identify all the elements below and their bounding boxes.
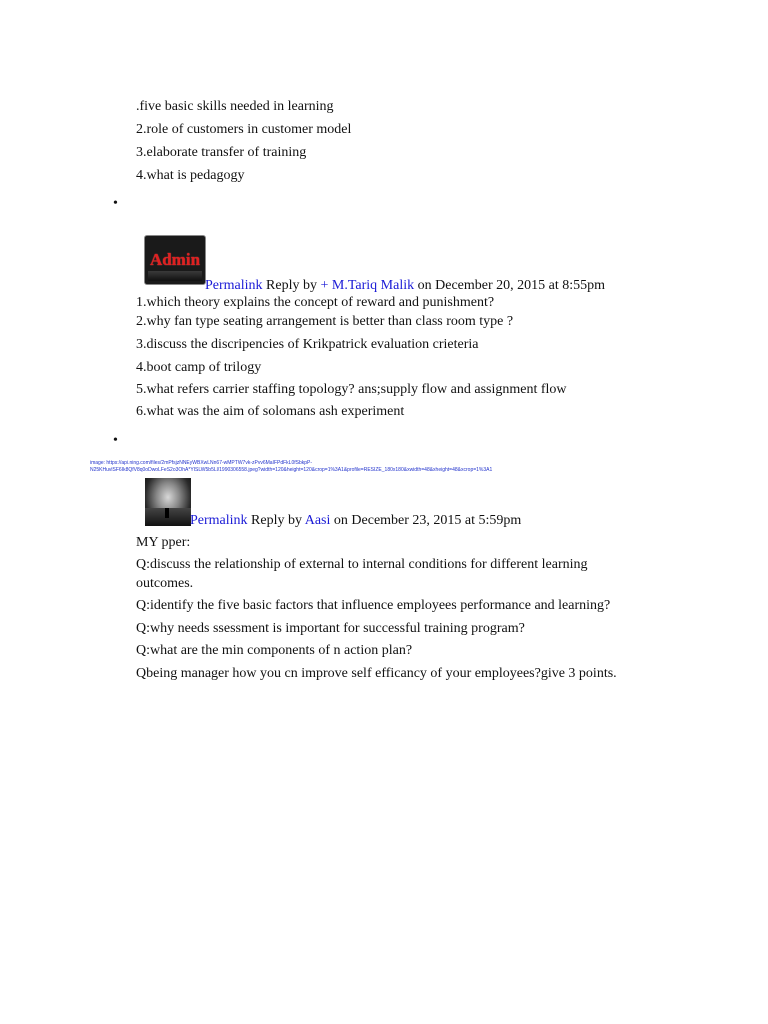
reply-by-label: Reply by bbox=[266, 278, 317, 293]
comment-meta bbox=[190, 512, 521, 530]
comment-line: 2.why fan type seating arrangement is better than class room type ? bbox=[136, 314, 514, 329]
comment-line: outcomes. bbox=[136, 576, 194, 591]
comment-line: 5.what refers carrier staffing topology? ans;supply flow and assignment flow bbox=[136, 382, 567, 397]
list-item: 4.what is pedagogy bbox=[136, 168, 245, 183]
image-url-text: N25KHuvlSF6Ik8QfV8q0oDwoLFeS2o3OhA*YISLW5b5Ll/1990306558.jpeg?width=120&height=120&crop=1%3A1&profile=RESIZE_180x180&xwidth=48&xheight=48&xcrop=1%3A1 bbox=[90, 467, 493, 473]
bullet-marker: • bbox=[113, 196, 118, 211]
image-url-text: image: https://api.ning.com/files/2mPfsjzNNEyWBXwLNn67-wMPTW7vk-zPvv6MaIFPdFkL0fSbkpP- bbox=[90, 460, 313, 466]
permalink-link[interactable]: Permalink bbox=[205, 278, 263, 293]
avatar-shine bbox=[148, 271, 202, 281]
comment-meta bbox=[205, 277, 605, 295]
comment-line: Q:why needs ssessment is important for successful training program? bbox=[136, 621, 525, 636]
comment-line: 6.what was the aim of solomans ash experiment bbox=[136, 404, 405, 419]
comment-line: Q:identify the five basic factors that influence employees performance and learning? bbox=[136, 598, 611, 613]
avatar-figure bbox=[165, 508, 169, 518]
comment-line: 1.which theory explains the concept of reward and punishment? bbox=[136, 295, 495, 310]
comment-line: 3.discuss the discripencies of Krikpatrick evaluation crieteria bbox=[136, 337, 479, 352]
comment-date: on December 20, 2015 at 8:55pm bbox=[417, 278, 606, 293]
list-item: .five basic skills needed in learning bbox=[136, 99, 334, 114]
author-link[interactable]: + M.Tariq Malik bbox=[320, 278, 415, 293]
permalink-link[interactable]: Permalink bbox=[190, 513, 248, 528]
aasi-avatar[interactable] bbox=[145, 478, 191, 526]
list-item: 3.elaborate transfer of training bbox=[136, 145, 307, 160]
comment-line: Q:discuss the relationship of external to internal conditions for different learning bbox=[136, 557, 588, 572]
author-link[interactable]: Aasi bbox=[304, 513, 331, 528]
reply-by-label: Reply by bbox=[251, 513, 302, 528]
bullet-marker: • bbox=[113, 433, 118, 448]
list-item: 2.role of customers in customer model bbox=[136, 122, 352, 137]
comment-line: MY pper: bbox=[136, 535, 191, 550]
comment-line: Q:what are the min components of n action plan? bbox=[136, 643, 413, 658]
comment-line: Qbeing manager how you cn improve self efficancy of your employees?give 3 points. bbox=[136, 666, 617, 681]
avatar-label: Admin bbox=[149, 250, 201, 269]
admin-avatar[interactable] bbox=[144, 235, 206, 285]
comment-date: on December 23, 2015 at 5:59pm bbox=[333, 513, 522, 528]
comment-line: 4.boot camp of trilogy bbox=[136, 360, 262, 375]
